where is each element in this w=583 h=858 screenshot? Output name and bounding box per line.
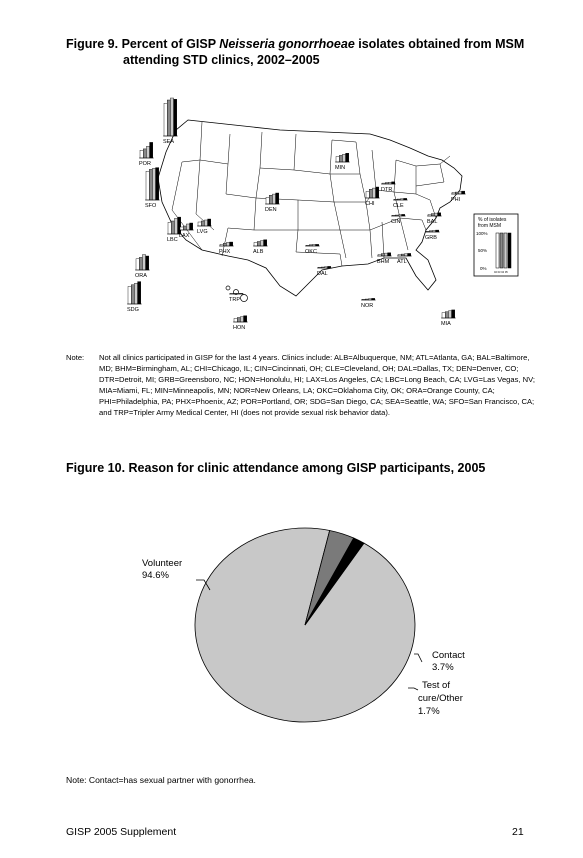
clinic-bar-mia-0 [442, 313, 445, 318]
clinic-bar-mia-3 [452, 310, 455, 318]
clinic-chart-phi [451, 191, 466, 203]
slice-label-volunteer: Volunteer [142, 558, 183, 569]
clinic-bar-den-0 [266, 197, 269, 204]
clinic-bar-lvg-0 [198, 222, 201, 226]
legend-tick-0: 0% [480, 266, 487, 271]
clinic-bar-dtr-3 [392, 182, 395, 184]
legend-bar-2003 [500, 233, 503, 268]
clinic-bar-hon-2 [240, 317, 243, 322]
clinic-bar-sfo-2 [152, 168, 155, 200]
clinic-label-por: POR [139, 161, 151, 167]
clinic-bar-den-2 [272, 194, 275, 204]
clinic-bar-hon-1 [237, 318, 240, 323]
clinic-bar-lax-1 [183, 226, 186, 230]
clinic-label-sdg: SDG [127, 307, 139, 313]
clinic-bar-atl-2 [404, 254, 407, 256]
clinic-bar-lax-3 [190, 223, 193, 230]
clinic-bar-hon-3 [244, 316, 247, 322]
clinic-bar-den-1 [269, 195, 272, 204]
map-legend [474, 214, 518, 276]
clinic-bar-lbc-3 [178, 217, 181, 234]
clinic-label-lax: LAX [179, 233, 190, 239]
clinic-label-grb: GRB [425, 235, 437, 241]
slice-label-test-of-cure-line2: cure/Other [418, 693, 463, 704]
clinic-label-phi: PHI [451, 197, 461, 203]
clinic-bar-chi-1 [369, 189, 372, 198]
clinic-bar-bal-2 [434, 213, 437, 216]
clinic-bar-alb-1 [257, 242, 260, 247]
clinic-bar-sdg-0 [128, 286, 131, 304]
clinic-bar-lvg-1 [201, 221, 204, 226]
clinic-bar-hon-0 [234, 318, 237, 322]
slice-label-test-of-cure-line1: Test of [422, 680, 450, 691]
clinic-chart-bal [427, 213, 442, 225]
clinic-bar-bal-1 [431, 214, 434, 216]
clinic-bar-por-3 [150, 142, 153, 158]
clinic-bar-bhm-2 [384, 253, 387, 256]
clinic-label-alb: ALB [253, 249, 264, 255]
figure9-note-label: Note: [66, 353, 85, 362]
slice-label-contact: Contact [432, 650, 465, 661]
slice-value-contact: 3.7% [432, 662, 454, 673]
slice-value-volunteer: 94.6% [142, 570, 169, 581]
clinic-bar-alb-2 [260, 241, 263, 246]
clinic-bar-sfo-1 [149, 169, 152, 200]
clinic-bar-ora-0 [136, 259, 139, 270]
clinic-bar-chi-2 [372, 188, 375, 198]
clinic-bar-lax-2 [186, 224, 189, 230]
clinic-label-lbc: LBC [167, 237, 178, 243]
clinic-label-dtr: DTR [381, 187, 393, 193]
legend-tick-100: 100% [476, 231, 488, 236]
clinic-bar-sdg-2 [134, 283, 137, 304]
figure9-title [66, 36, 546, 68]
leader-contact [414, 654, 422, 662]
clinic-label-nor: NOR [361, 303, 374, 309]
clinic-bar-sea-2 [170, 98, 173, 136]
clinic-bar-ora-2 [142, 255, 145, 270]
clinic-chart-hon [233, 316, 248, 331]
legend-tick-50: 50% [478, 248, 488, 253]
figure9-note-text: Not all clinics participated in GISP for the last 4 years. Clinics include: ALB=Albuquerque, NM; ATL=Atlanta, GA; BAL=Baltimore, MD; BHM=Birmingham, AL; CHI=Chicago, IL; CIN=Cincinnati, OH; CLE=Cleveland, OH; DAL=Dallas, TX; DEN=Denver, CO; DTR=Detroit, MI; GRB=Greensboro, NC; HON=Honolulu, HI; LAX=Los Angeles, CA; LBC=Long Beach, CA; LVG=Las Vegas, NV; MIA=Miami, FL; MIN=Minneapolis, MN; NOR=New Orleans, LA; OKC=Oklahoma City, OK; ORA=Orange County, CA; PHI=Philadelphia, PA; PHX=Phoenix, AZ; POR=Portland, OR; SDG=San Diego, CA; SEA=Seattle, WA; SFO=San Francisco, CA; and TRP=Tripler Army Medical Center, HI (does not provide sexual risk behavior data). [99, 353, 536, 417]
leader-test-of-cure [408, 688, 418, 690]
clinic-bar-mia-2 [448, 311, 451, 318]
clinic-label-lvg: LVG [197, 229, 208, 235]
clinic-bar-ora-3 [146, 256, 149, 270]
clinic-chart-grb [425, 230, 440, 241]
clinic-bar-phx-2 [226, 242, 229, 246]
clinic-bar-bhm-3 [388, 253, 391, 256]
clinic-label-bal: BAL [427, 219, 438, 225]
clinic-bar-min-1 [339, 155, 342, 162]
clinic-bar-chi-3 [376, 187, 379, 198]
clinic-bar-atl-1 [401, 254, 404, 256]
clinic-bar-lbc-0 [168, 222, 171, 234]
page-number: 21 [512, 826, 524, 838]
clinic-bar-min-0 [336, 157, 339, 163]
figure9-title-prefix: Figure 9. Percent of GISP [66, 37, 220, 51]
us-map-outline [158, 120, 462, 296]
clinic-bar-alb-0 [254, 242, 257, 246]
clinic-bar-bhm-1 [381, 254, 384, 256]
figure10-title: Figure 10. Reason for clinic attendance among GISP participants, 2005 [66, 461, 486, 475]
clinic-label-cin: CIN [391, 219, 401, 225]
legend-years-caption: 02 03 04 05 [494, 271, 508, 274]
clinic-label-okc: OKC [305, 249, 317, 255]
clinic-label-phx: PHX [219, 249, 231, 255]
clinic-bar-por-2 [146, 146, 149, 158]
clinic-label-min: MIN [335, 165, 346, 171]
clinic-label-sea: SEA [163, 139, 175, 145]
clinic-bar-mia-1 [445, 312, 448, 318]
clinic-bar-sfo-3 [156, 168, 159, 200]
clinic-bar-phi-3 [462, 191, 465, 194]
figure9-title-line2: attending STD clinics, 2002–2005 [123, 53, 320, 67]
figure9-title-suffix: isolates obtained from MSM [354, 37, 525, 51]
clinic-chart-nor [361, 298, 376, 309]
clinic-bar-min-3 [346, 153, 349, 162]
clinic-bar-phx-1 [223, 243, 226, 246]
clinic-bar-por-1 [143, 149, 146, 158]
clinic-bar-phi-2 [458, 192, 461, 194]
clinic-bar-dtr-2 [388, 182, 391, 184]
clinic-chart-bhm [377, 253, 392, 265]
legend-title-line1: % of isolates [478, 217, 507, 223]
clinic-bar-sdg-3 [138, 282, 141, 304]
clinic-bar-sfo-0 [146, 171, 149, 200]
clinic-bar-sea-1 [167, 100, 170, 136]
clinic-label-ora: ORA [135, 273, 147, 279]
clinic-bar-sea-0 [164, 103, 167, 136]
clinic-chart-ora [135, 255, 150, 279]
clinic-label-trp: TRP [229, 297, 240, 303]
legend-bar-2005 [508, 233, 511, 268]
clinic-bar-ora-1 [139, 257, 142, 270]
clinic-bar-den-3 [276, 193, 279, 204]
clinic-bar-alb-3 [264, 240, 267, 246]
clinic-bar-chi-0 [366, 191, 369, 198]
clinic-chart-dal [317, 266, 332, 277]
clinic-bar-phx-3 [230, 242, 233, 246]
clinic-bar-sdg-1 [131, 285, 134, 304]
legend-bar-2002 [496, 233, 499, 268]
clinic-bar-lbc-1 [171, 221, 174, 234]
clinic-label-mia: MIA [441, 321, 451, 327]
legend-title-line2: from MSM [478, 223, 502, 229]
clinic-bar-sea-3 [174, 99, 177, 136]
clinic-bar-min-2 [342, 154, 345, 162]
us-clinic-map [110, 90, 510, 331]
footer-report-name: GISP 2005 Supplement [66, 826, 177, 838]
clinic-chart-por [139, 142, 154, 167]
clinic-chart-sdg [127, 282, 142, 313]
clinic-label-dal: DAL [317, 271, 328, 277]
clinic-bar-phi-1 [455, 192, 458, 194]
clinic-label-atl: ATL [397, 259, 407, 265]
clinic-label-cle: CLE [393, 203, 404, 209]
legend-bar-2004 [504, 233, 507, 268]
clinic-label-bhm: BHM [377, 259, 390, 265]
clinic-label-den: DEN [265, 207, 277, 213]
reason-pie-chart [130, 480, 465, 740]
clinic-bar-lvg-3 [208, 219, 211, 226]
clinic-bar-grb-3 [436, 230, 439, 232]
clinic-bar-lvg-2 [204, 220, 207, 226]
slice-value-test-of-cure: 1.7% [418, 706, 440, 717]
pie-slices [195, 528, 415, 722]
clinic-chart-mia [441, 310, 456, 327]
clinic-bar-atl-3 [408, 253, 411, 256]
clinic-label-hon: HON [233, 325, 246, 331]
clinic-bar-lbc-2 [174, 218, 177, 234]
clinic-bar-por-0 [140, 150, 143, 158]
figure9-title-species: Neisseria gonorrhoeae [219, 37, 355, 51]
clinic-label-chi: CHI [365, 201, 375, 207]
figure10-note: Note: Contact=has sexual partner with gonorrhea. [66, 775, 256, 785]
clinic-bar-phx-0 [220, 244, 223, 246]
clinic-chart-sfo [145, 168, 160, 209]
clinic-label-sfo: SFO [145, 203, 157, 209]
clinic-bar-lax-0 [180, 227, 183, 230]
clinic-bar-bal-3 [438, 213, 441, 216]
